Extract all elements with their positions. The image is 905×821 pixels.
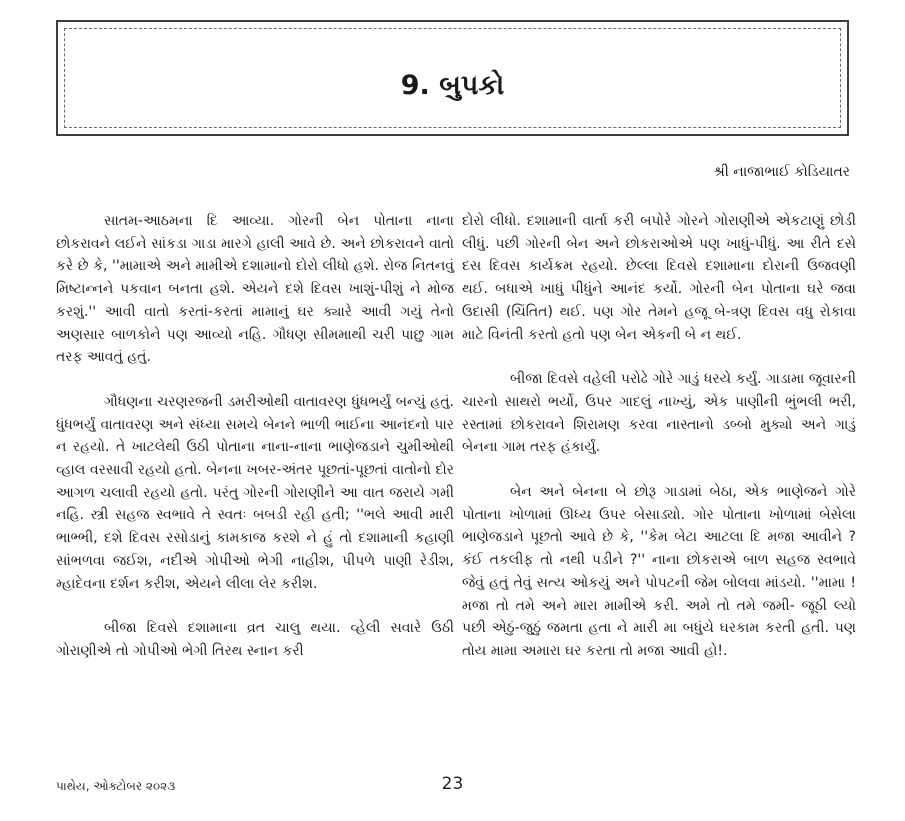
paragraph: ગૌધણના ચરણરજની ડમરીઓથી વાતાવરણ ધુંધભર્યું બન્યું હતું. ધુંધભર્યું વાતાવરણ અને સંધ્યા સમયે બેનને ભાળી ભાઈના આનંદનો પાર ન રહયો. તે ખાટલેથી ઉઠી પોતાના નાના-નાના ભાણેજડાને ચુમીઓથી વ્હાલ વરસાવી રહયો હતો. બેનના ખબર-અંતર પૂછતાં-પૂછતાં વાતોનો દોર આગળ ચલાવી રહયો હતો. પરંતુ ગોરની ગોરાણીને આ વાત જરાયે ગમી નહિ. સ્ત્રી સહજ સ્વભાવે તે સ્વતઃ બબડી રહી હતી; ''ભલે આવી મારી ભાભ્ભી, દશે દિવસ રસોડાનું કામકાજ કરશે ને હું તો દશામાની કહાણી સાંભળવા જઈશ, નદીએ ગોપીઓ ભેગી નાહીશ, પીપળે પાણી રેડીશ, મ્હાદેવના દર્શન કરીશ, એયને લીલા લેર કરીશ. (56, 393, 454, 592)
page-number: 23 (441, 774, 464, 794)
left-column (56, 210, 454, 685)
paragraph: બેન અને બેનના બે છોરૂ ગાડામાં બેઠા, એક ભાણેજને ગોરે પોતાના ખોળામાં ઊધ્ય ઉપર બેસાડ્યો. ગોર પોતાના ખોળામાં બેસેલા ભાણેજડાને પૂછતો આવે છે કે, ''કેમ બેટા આટલા દિ મજા આવીને ? કંઈ તકલીફ તો નથી પડીને ?'' નાના છોકરાએ બાળ સહજ સ્વભાવે જેવું હતું તેવું સત્ય ઓકયું અને પોપટની જેમ બોલવા માંડયો. ''મામા ! મજા તો તમે અને મારા મામીએ કરી. અમે તો તમે જમી- જૂઠી લ્યો પછી એઠું-જુઠું જમતા હતા ને મારી મા બધુંયે ઘરકામ કરતી હતી. પણ તોય મામા અમારા ઘર કરતા તો મજા આવી હો!. (462, 484, 856, 659)
title-frame (56, 20, 849, 136)
story-title: 9. બુપકો (400, 70, 505, 101)
paragraph: સાતમ-આઠમના દિ આવ્યા. ગોરની બેન પોતાના નાના છોકરાવને લઈને સાંકડા ગાડા મારગે હાલી આવે છે. અને છોકરાવને વાતો કરે છે કે, ''મામાએ અને મામીએ દશામાનો દોરો લીધો હશે. રોજ નિતનવું મિષ્ટાન્નને પકવાન બનતા હશે. એયને દશે દિવસ ખાશું-પીશું ને મોજ કરશું.'' આવી વાતો કરતાં-કરતાં મામાનું ઘર ક્યારે આવી ગયું તેનો અણસાર બાળકોને પણ આવ્યો નહિ. ગૌધણ સીમમાથી ચરી પાછુ ગામ તરફ આવતું હતું. (56, 213, 454, 366)
journal-footer: પાથેય, ઓક્ટોબર ૨૦૨૩ (56, 779, 176, 793)
paragraph: બીજા દિવસે દશામાના વ્રત ચાલુ થયા. વ્હેલી સવારે ઉઠી ગોરાણીએ તો ગોપીઓ ભેગી તિરથ સ્નાન કરી (56, 620, 454, 659)
paragraph: દોરો લીધો. દશામાની વાર્તા કરી બપોરે ગોરને ગોરાણીએ એકટાણું છોડી લીધું. પછી ગોરની બેન અને છોકરાઓએ પણ ખાધું-પીધું. આ રીતે દસે દસ દિવસ કાર્યક્રમ રહયો. છેલ્લા દિવસે દશામાના દોરાની ઉજવણી થઈ. બધાએ ખાધું પીધુંને આનંદ કર્યો. ગોરની બેન પોતાના ઘરે જવા ઉદાસી (ચિંતિત) થઈ. પણ ગોર તેમને હજૂ બે-ત્રણ દિવસ વધુ રોકાવા માટે વિનંતી કરતો હતો પણ બેન એકની બે ન થઈ. (462, 213, 856, 343)
author-name: શ્રી નાજાભાઈ કોડિયાતર (713, 164, 850, 180)
right-column (462, 210, 856, 685)
paragraph: બીજા દિવસે વહેલી પરોઢે ગોરે ગાડું ધરયે કર્યું. ગાડામા જૂવારની ચારનો સાથરો ભર્યો, ઉપર ગાદલું નાખ્યું, એક પાણીની ભુંભલી ભરી, રસ્તામાં છોકરાવને શિરામણ કરવા નાસ્તાનો ડબ્બો મુક્યો અને ગાડું બેનના ગામ તરફ હંકાર્યું. (462, 371, 856, 456)
